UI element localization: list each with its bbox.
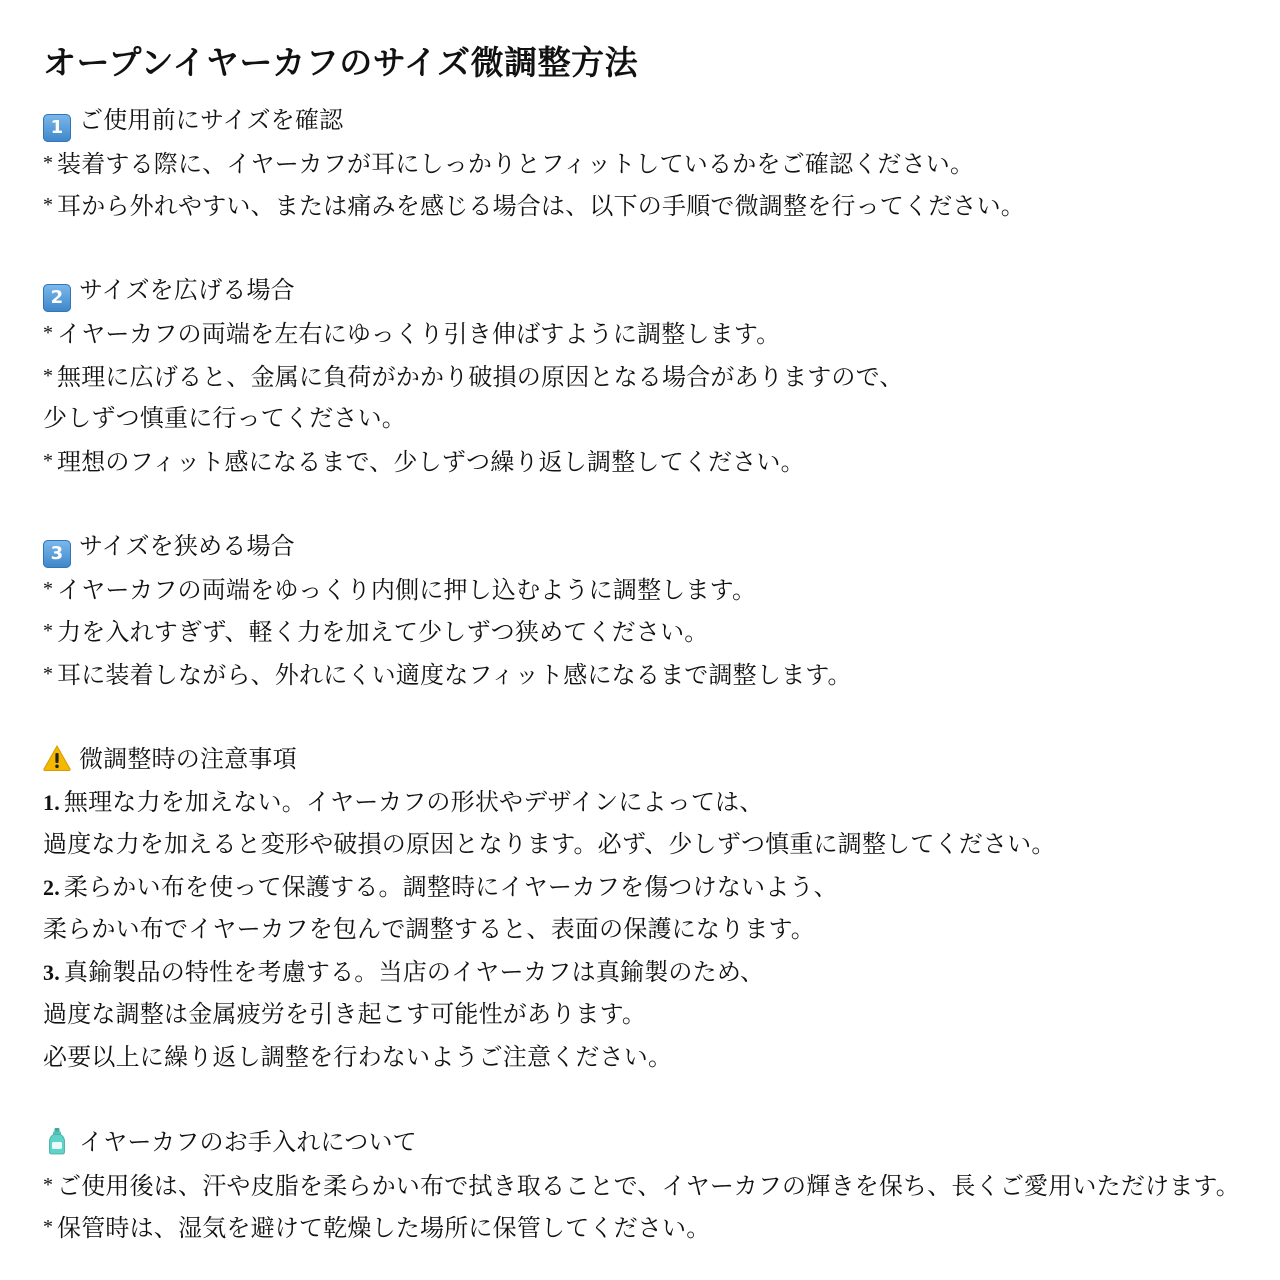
bullet-mark: *	[43, 662, 54, 685]
numbered-item-continuation	[43, 1036, 1260, 1079]
list-item	[43, 610, 1260, 653]
section-heading-widen	[43, 269, 1260, 312]
spacer	[43, 695, 1260, 738]
page-title: オープンイヤーカフのサイズ微調整方法	[43, 43, 639, 82]
list-item-text: イヤーカフの両端をゆっくり内側に押し込むように調整します。	[57, 575, 757, 604]
bullet-mark: *	[43, 1173, 54, 1196]
section-heading-text: 微調整時の注意事項	[79, 744, 297, 773]
warning-icon	[43, 744, 71, 772]
list-item	[43, 568, 1260, 611]
numbered-item-text: 柔らかい布を使って保護する。調整時にイヤーカフを傷つけないよう、	[63, 872, 838, 901]
bullet-mark: *	[43, 620, 54, 643]
list-item-text: 少しずつ慎重に行ってください。	[43, 404, 406, 433]
bullet-mark: *	[43, 577, 54, 600]
numbered-item-text: 無理な力を加えない。イヤーカフの形状やデザインによっては、	[63, 787, 764, 816]
bullet-mark: *	[43, 321, 54, 344]
spacer	[43, 482, 1260, 525]
numbered-item-continuation	[43, 993, 1260, 1036]
list-item-text: イヤーカフの両端を左右にゆっくり引き伸ばすように調整します。	[57, 319, 781, 348]
section-heading-cautions	[43, 738, 1260, 781]
numbered-item-text: 真鍮製品の特性を考慮する。当店のイヤーカフは真鍮製のため、	[63, 957, 765, 986]
section-heading-narrow	[43, 525, 1260, 568]
item-number: 2.	[43, 874, 60, 900]
list-item	[43, 440, 1260, 483]
bullet-mark: *	[43, 151, 54, 174]
list-item-text: 理想のフィット感になるまで、少しずつ繰り返し調整してください。	[57, 447, 805, 476]
numbered-item	[43, 781, 1260, 824]
spacer	[43, 1079, 1260, 1122]
bullet-mark: *	[43, 194, 54, 217]
list-item-text: 無理に広げると、金属に負荷がかかり破損の原因となる場合がありますので、	[57, 362, 904, 391]
list-item-text: ご使用後は、汗や皮脂を柔らかい布で拭き取ることで、イヤーカフの輝きを保ち、長くご愛用いただけます。	[57, 1171, 1240, 1200]
keycap-3-icon: 3	[43, 540, 71, 568]
document-body	[43, 99, 1260, 1249]
list-item-text: 装着する際に、イヤーカフが耳にしっかりとフィットしているかをご確認ください。	[57, 149, 975, 178]
keycap-2-icon: 2	[43, 284, 71, 312]
numbered-item-text: 過度な調整は金属疲労を引き起こす可能性があります。	[43, 1000, 647, 1029]
numbered-item-text: 過度な力を加えると変形や破損の原因となります。必ず、少しずつ慎重に調整してください。	[43, 830, 1056, 859]
list-item	[43, 653, 1260, 696]
list-item-text: 耳に装着しながら、外れにくい適度なフィット感になるまで調整します。	[57, 660, 852, 689]
numbered-item-continuation	[43, 908, 1260, 951]
bullet-mark: *	[43, 1216, 54, 1239]
numbered-item-text: 必要以上に繰り返し調整を行わないようご注意ください。	[43, 1043, 673, 1072]
list-item	[43, 1206, 1260, 1249]
item-number: 3.	[43, 959, 60, 985]
list-item-text: 保管時は、湿気を避けて乾燥した場所に保管してください。	[57, 1214, 711, 1243]
section-heading-text: ご使用前にサイズを確認	[79, 106, 344, 134]
list-item	[43, 142, 1260, 185]
numbered-item-text: 柔らかい布でイヤーカフを包んで調整すると、表面の保護になります。	[43, 915, 815, 944]
bullet-mark: *	[43, 364, 54, 387]
section-heading-check-size	[43, 99, 1260, 142]
list-item	[43, 184, 1260, 227]
list-item	[43, 355, 1260, 398]
list-item-continuation	[43, 397, 1260, 440]
spacer	[43, 227, 1260, 270]
item-number: 1.	[43, 789, 60, 815]
section-heading-text: サイズを狭める場合	[79, 531, 295, 560]
numbered-item-continuation	[43, 823, 1260, 866]
bullet-mark: *	[43, 449, 54, 472]
section-heading-text: サイズを広げる場合	[79, 276, 295, 305]
keycap-1-icon: 1	[43, 114, 71, 142]
list-item	[43, 312, 1260, 355]
lotion-bottle-icon	[43, 1127, 71, 1155]
numbered-item	[43, 951, 1260, 994]
list-item	[43, 1164, 1260, 1207]
section-heading-care	[43, 1121, 1260, 1164]
list-item-text: 力を入れすぎず、軽く力を加えて少しずつ狭めてください。	[57, 618, 709, 647]
section-heading-text: イヤーカフのお手入れについて	[79, 1128, 417, 1157]
list-item-text: 耳から外れやすい、または痛みを感じる場合は、以下の手順で微調整を行ってください。	[57, 192, 1025, 221]
numbered-item	[43, 866, 1260, 909]
